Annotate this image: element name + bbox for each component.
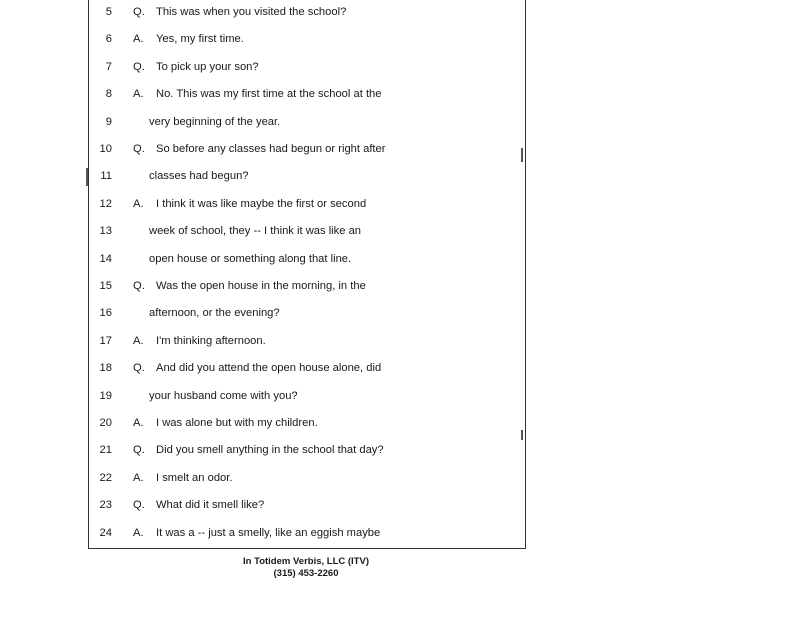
line-number: 22 bbox=[99, 471, 112, 484]
speaker-label: Q. bbox=[133, 143, 145, 155]
line-number: 21 bbox=[99, 444, 112, 457]
transcript-line bbox=[89, 385, 525, 407]
transcript-line bbox=[89, 165, 525, 187]
transcript-line bbox=[89, 138, 525, 160]
scan-mark bbox=[521, 430, 523, 440]
line-number: 13 bbox=[99, 225, 112, 238]
line-text: I was alone but with my children. bbox=[156, 417, 318, 429]
transcript-page bbox=[88, 0, 526, 549]
line-number: 5 bbox=[105, 6, 112, 18]
speaker-label: A. bbox=[133, 471, 144, 484]
line-text: It was a -- just a smelly, like an eggish maybe bbox=[156, 526, 381, 539]
line-number: 15 bbox=[99, 280, 112, 292]
line-text: I smelt an odor. bbox=[156, 471, 233, 484]
transcript-line bbox=[89, 111, 525, 133]
line-text: your husband come with you? bbox=[149, 389, 298, 402]
speaker-label: Q. bbox=[133, 280, 145, 292]
transcript-line bbox=[89, 439, 525, 461]
transcript-line bbox=[89, 302, 525, 324]
line-text: And did you attend the open house alone, did bbox=[156, 362, 382, 375]
speaker-label: A. bbox=[133, 88, 144, 101]
line-number: 18 bbox=[99, 362, 112, 375]
transcript-line bbox=[89, 522, 525, 544]
speaker-label: A. bbox=[133, 197, 144, 210]
line-number: 10 bbox=[99, 143, 112, 155]
scan-mark bbox=[86, 168, 88, 186]
line-text: I think it was like maybe the first or second bbox=[156, 197, 367, 210]
line-text: To pick up your son? bbox=[156, 60, 259, 73]
line-number: 24 bbox=[99, 526, 112, 539]
line-text: This was when you visited the school? bbox=[156, 6, 347, 18]
line-number: 20 bbox=[99, 417, 112, 429]
line-number: 16 bbox=[99, 307, 112, 320]
line-text: afternoon, or the evening? bbox=[149, 307, 280, 320]
transcript-line bbox=[89, 83, 525, 105]
transcript-line bbox=[89, 1, 525, 23]
speaker-label: Q. bbox=[133, 60, 145, 73]
transcript-line bbox=[89, 494, 525, 516]
line-text: So before any classes had begun or right after bbox=[156, 143, 386, 155]
line-text: Did you smell anything in the school that day? bbox=[156, 444, 384, 457]
speaker-label: A. bbox=[133, 33, 144, 46]
transcript-line bbox=[89, 412, 525, 434]
transcript-line bbox=[89, 357, 525, 379]
line-text: classes had begun? bbox=[149, 170, 249, 183]
line-number: 11 bbox=[100, 170, 112, 183]
speaker-label: A. bbox=[133, 526, 144, 539]
speaker-label: Q. bbox=[133, 6, 145, 18]
transcript-line bbox=[89, 467, 525, 489]
line-number: 6 bbox=[105, 33, 112, 46]
page-footer bbox=[88, 556, 524, 580]
line-text: Was the open house in the morning, in the bbox=[156, 280, 366, 292]
line-text: week of school, they -- I think it was like an bbox=[149, 225, 362, 238]
speaker-label: A. bbox=[133, 334, 144, 347]
transcript-line bbox=[89, 28, 525, 50]
speaker-label: Q. bbox=[133, 444, 145, 457]
speaker-label: Q. bbox=[133, 362, 145, 375]
line-number: 12 bbox=[99, 197, 112, 210]
line-number: 23 bbox=[99, 499, 112, 512]
line-number: 14 bbox=[99, 252, 112, 265]
line-number: 19 bbox=[99, 389, 112, 402]
line-number: 9 bbox=[105, 115, 112, 128]
speaker-label: A. bbox=[133, 417, 144, 429]
scan-mark bbox=[521, 148, 523, 162]
transcript-line bbox=[89, 275, 525, 297]
transcript-line bbox=[89, 248, 525, 270]
footer-company: In Totidem Verbis, LLC (ITV) bbox=[243, 556, 369, 567]
line-text: Yes, my first time. bbox=[156, 33, 244, 46]
line-number: 17 bbox=[99, 334, 112, 347]
transcript-line bbox=[89, 56, 525, 78]
line-text: What did it smell like? bbox=[156, 499, 265, 512]
footer-phone: (315) 453-2260 bbox=[273, 568, 339, 579]
line-number: 7 bbox=[105, 60, 112, 73]
transcript-line bbox=[89, 220, 525, 242]
line-text: open house or something along that line. bbox=[149, 252, 352, 265]
transcript-line bbox=[89, 330, 525, 352]
line-number: 8 bbox=[105, 88, 112, 101]
line-text: No. This was my first time at the school at the bbox=[156, 88, 382, 101]
line-text: very beginning of the year. bbox=[149, 115, 281, 128]
transcript-line bbox=[89, 193, 525, 215]
speaker-label: Q. bbox=[133, 499, 145, 512]
line-text: I'm thinking afternoon. bbox=[156, 334, 266, 347]
